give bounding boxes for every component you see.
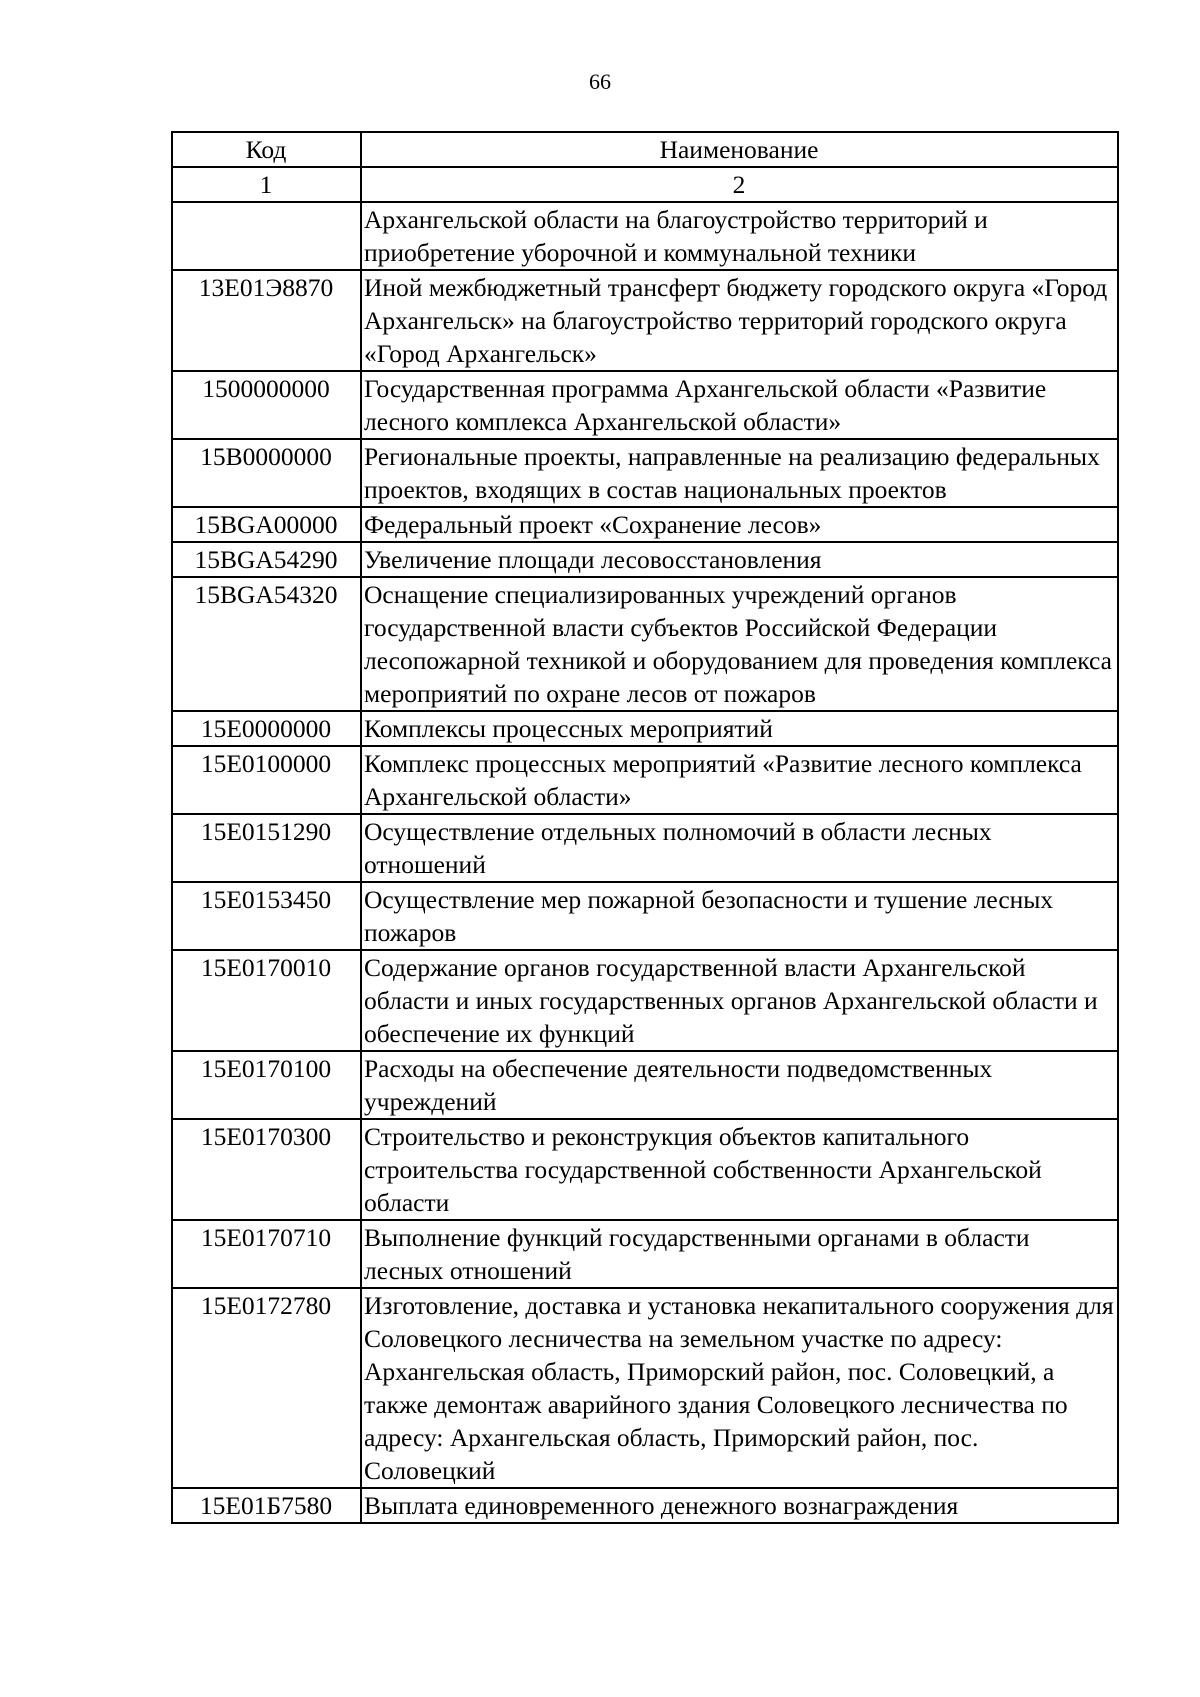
row-code: 15Е0153450 bbox=[172, 882, 361, 950]
table-row bbox=[172, 1220, 1118, 1288]
row-name: Содержание органов государственной власти Архангельской области и иных государственных органов Архангельской области и обеспечение их функций bbox=[361, 950, 1118, 1051]
row-code: 15Е01Б7580 bbox=[172, 1488, 361, 1523]
row-name: Выполнение функций государственными органами в области лесных отношений bbox=[361, 1220, 1118, 1288]
row-name: Комплекс процессных мероприятий «Развитие лесного комплекса Архангельской области» bbox=[361, 746, 1118, 814]
row-name: Архангельской области на благоустройство территорий и приобретение уборочной и коммунальной техники bbox=[361, 202, 1118, 270]
row-code: 15Е0170710 bbox=[172, 1220, 361, 1288]
table-row bbox=[172, 814, 1118, 882]
row-code: 13Е01Э8870 bbox=[172, 270, 361, 371]
row-code: 1500000000 bbox=[172, 371, 361, 439]
row-name: Государственная программа Архангельской области «Развитие лесного комплекса Архангельской области» bbox=[361, 371, 1118, 439]
row-name: Иной межбюджетный трансферт бюджету городского округа «Город Архангельск» на благоустройство территорий городского округа «Город Архангельск» bbox=[361, 270, 1118, 371]
table-row bbox=[172, 711, 1118, 746]
table-row bbox=[172, 882, 1118, 950]
row-name: Оснащение специализированных учреждений органов государственной власти субъектов Российской Федерации лесопожарной техникой и оборудованием для проведения комплекса мероприятий по охране лесов от пожаров bbox=[361, 577, 1118, 711]
table-row bbox=[172, 542, 1118, 577]
row-code: 15BGA00000 bbox=[172, 507, 361, 542]
table-row bbox=[172, 507, 1118, 542]
row-code: 15Е0100000 bbox=[172, 746, 361, 814]
row-code: 15Е0170300 bbox=[172, 1119, 361, 1220]
page-number: 66 bbox=[589, 69, 611, 94]
table-row bbox=[172, 577, 1118, 711]
row-name: Изготовление, доставка и установка некапитального сооружения для Соловецкого лесничества на земельном участке по адресу: Архангельская область, Приморский район, пос. Соловецкий, а также демонтаж аварийного здания Соловецкого лесничества по адресу: Архангельская область, Приморский район, пос. Соловецкий bbox=[361, 1288, 1118, 1488]
row-name: Увеличение площади лесовосстановления bbox=[361, 542, 1118, 577]
header-name: Наименование bbox=[361, 132, 1118, 167]
row-code: 15Е0151290 bbox=[172, 814, 361, 882]
row-name: Выплата единовременного денежного вознаграждения bbox=[361, 1488, 1118, 1523]
table-row bbox=[172, 371, 1118, 439]
column-number-name: 2 bbox=[361, 167, 1118, 202]
header-code: Код bbox=[172, 132, 361, 167]
table-row bbox=[172, 950, 1118, 1051]
row-code: 15BGA54320 bbox=[172, 577, 361, 711]
row-code: 15Е0170100 bbox=[172, 1051, 361, 1119]
table-row bbox=[172, 1288, 1118, 1488]
table-row bbox=[172, 1119, 1118, 1220]
row-code: 15Е0170010 bbox=[172, 950, 361, 1051]
table-row bbox=[172, 1051, 1118, 1119]
table-row bbox=[172, 270, 1118, 371]
row-code: 15Е0000000 bbox=[172, 711, 361, 746]
row-code bbox=[172, 202, 361, 270]
row-name: Осуществление мер пожарной безопасности и тушение лесных пожаров bbox=[361, 882, 1118, 950]
row-name: Региональные проекты, направленные на реализацию федеральных проектов, входящих в состав национальных проектов bbox=[361, 439, 1118, 507]
row-code: 15BGA54290 bbox=[172, 542, 361, 577]
table-row bbox=[172, 202, 1118, 270]
row-name: Осуществление отдельных полномочий в области лесных отношений bbox=[361, 814, 1118, 882]
column-number-row bbox=[172, 167, 1118, 202]
header-row bbox=[172, 132, 1118, 167]
budget-code-table bbox=[171, 131, 1119, 1524]
row-code: 15Е0172780 bbox=[172, 1288, 361, 1488]
row-name: Комплексы процессных мероприятий bbox=[361, 711, 1118, 746]
table-row bbox=[172, 746, 1118, 814]
column-number-code: 1 bbox=[172, 167, 361, 202]
row-code: 15В0000000 bbox=[172, 439, 361, 507]
row-name: Строительство и реконструкция объектов капитального строительства государственной собственности Архангельской области bbox=[361, 1119, 1118, 1220]
table-row bbox=[172, 1488, 1118, 1523]
table-row bbox=[172, 439, 1118, 507]
row-name: Расходы на обеспечение деятельности подведомственных учреждений bbox=[361, 1051, 1118, 1119]
row-name: Федеральный проект «Сохранение лесов» bbox=[361, 507, 1118, 542]
